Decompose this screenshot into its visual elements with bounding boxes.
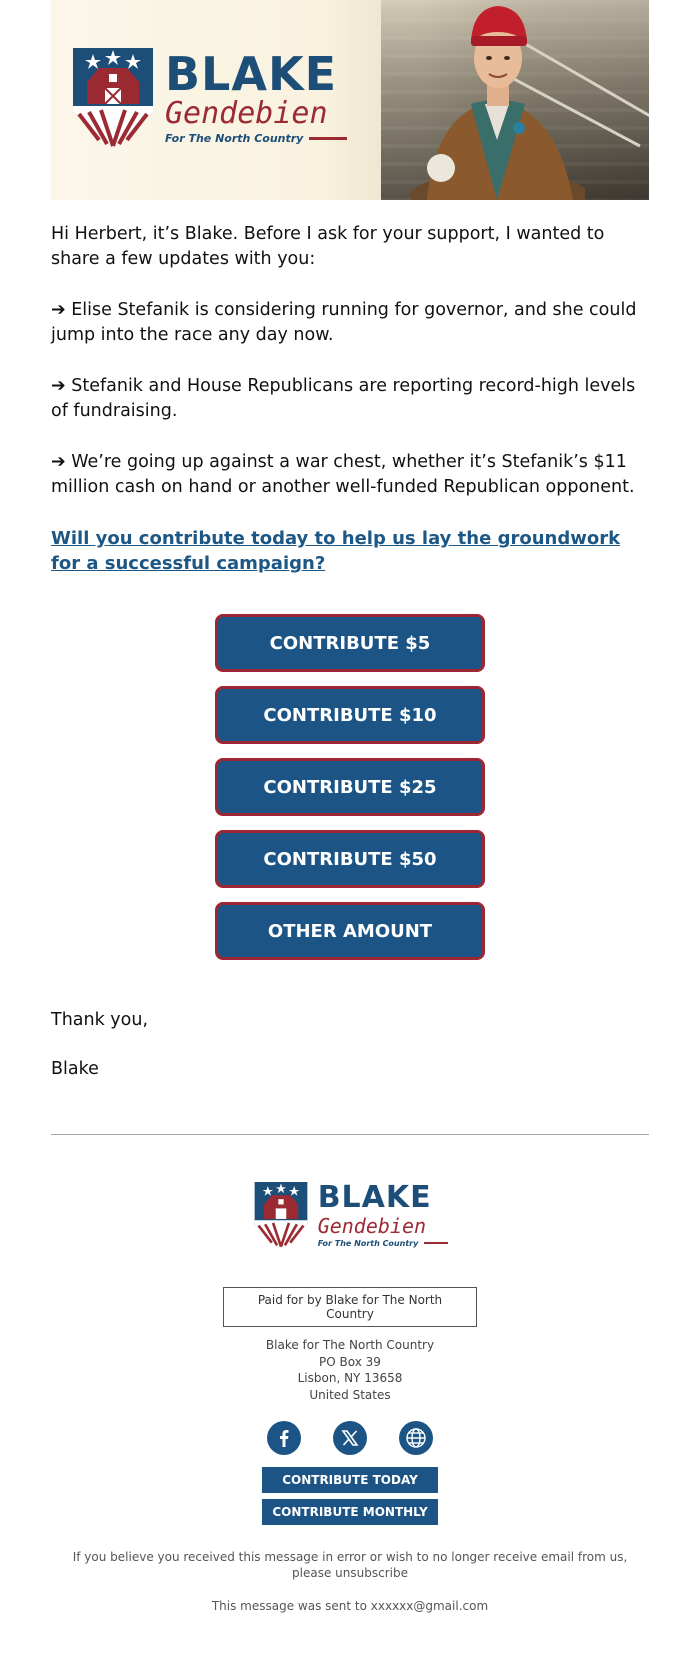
greeting-paragraph: Hi Herbert, it’s Blake. Before I ask for your support, I wanted to share a few updates with you: (51, 224, 605, 269)
x-twitter-icon[interactable] (333, 1421, 367, 1455)
contribute-10-button[interactable]: CONTRIBUTE $10 (215, 686, 485, 744)
header-logo (69, 42, 347, 154)
signoff-name: Blake (51, 1059, 99, 1079)
logo-tagline: For The North Country (165, 131, 304, 145)
mailing-address (51, 1337, 649, 1403)
email-body (51, 0, 649, 1613)
footer-logo-name-main: BLAKE (317, 1179, 432, 1215)
header-banner (51, 0, 649, 200)
footer-logo (252, 1177, 449, 1253)
sent-to-notice: This message was sent to xxxxxx@gmail.com (211, 1599, 489, 1613)
paid-for-disclaimer: Paid for by Blake for The North Country (223, 1287, 477, 1327)
facebook-icon[interactable] (267, 1421, 301, 1455)
donation-buttons (51, 614, 649, 974)
address-line-city: Lisbon, NY 13658 (297, 1371, 403, 1385)
update-bullet-2: ➔ Stefanik and House Republicans are reporting record-high levels of fundraising. (51, 376, 636, 421)
address-line-org: Blake for The North Country (265, 1338, 435, 1352)
contribute-ask-link[interactable]: Will you contribute today to help us lay the groundwork for a successful campaign? (51, 528, 621, 574)
contribute-monthly-button[interactable]: CONTRIBUTE MONTHLY (262, 1499, 438, 1525)
signoff (51, 1008, 649, 1082)
barn-shield-icon (252, 1177, 310, 1253)
unsubscribe-notice[interactable]: If you believe you received this message in error or wish to no longer receive email from us, please unsubscribe (72, 1550, 628, 1580)
contribute-5-button[interactable]: CONTRIBUTE $5 (215, 614, 485, 672)
message-body (51, 222, 649, 576)
signoff-thanks: Thank you, (51, 1010, 149, 1030)
footer-logo-name-sub: Gendebien (317, 1213, 427, 1238)
email-footer (51, 1135, 649, 1613)
logo-name-sub: Gendebien (165, 95, 328, 131)
other-amount-button[interactable]: OTHER AMOUNT (215, 902, 485, 960)
contribute-50-button[interactable]: CONTRIBUTE $50 (215, 830, 485, 888)
logo-tagline-rule (309, 137, 347, 140)
contribute-today-button[interactable]: CONTRIBUTE TODAY (262, 1467, 438, 1493)
footer-logo-tagline: For The North Country (317, 1238, 419, 1248)
social-links (51, 1421, 649, 1455)
barn-shield-icon (69, 42, 157, 154)
footer-cta-buttons (51, 1467, 649, 1525)
candidate-photo (405, 0, 585, 200)
address-line-pobox: PO Box 39 (319, 1354, 381, 1369)
address-line-country: United States (309, 1387, 391, 1402)
update-bullet-3: ➔ We’re going up against a war chest, whether it’s Stefanik’s $11 million cash on hand or another well-funded Republican opponent. (51, 452, 635, 497)
update-bullet-1: ➔ Elise Stefanik is considering running for governor, and she could jump into the race any day now. (51, 300, 637, 345)
logo-name-main: BLAKE (165, 46, 338, 101)
contribute-25-button[interactable]: CONTRIBUTE $25 (215, 758, 485, 816)
globe-icon[interactable] (399, 1421, 433, 1455)
